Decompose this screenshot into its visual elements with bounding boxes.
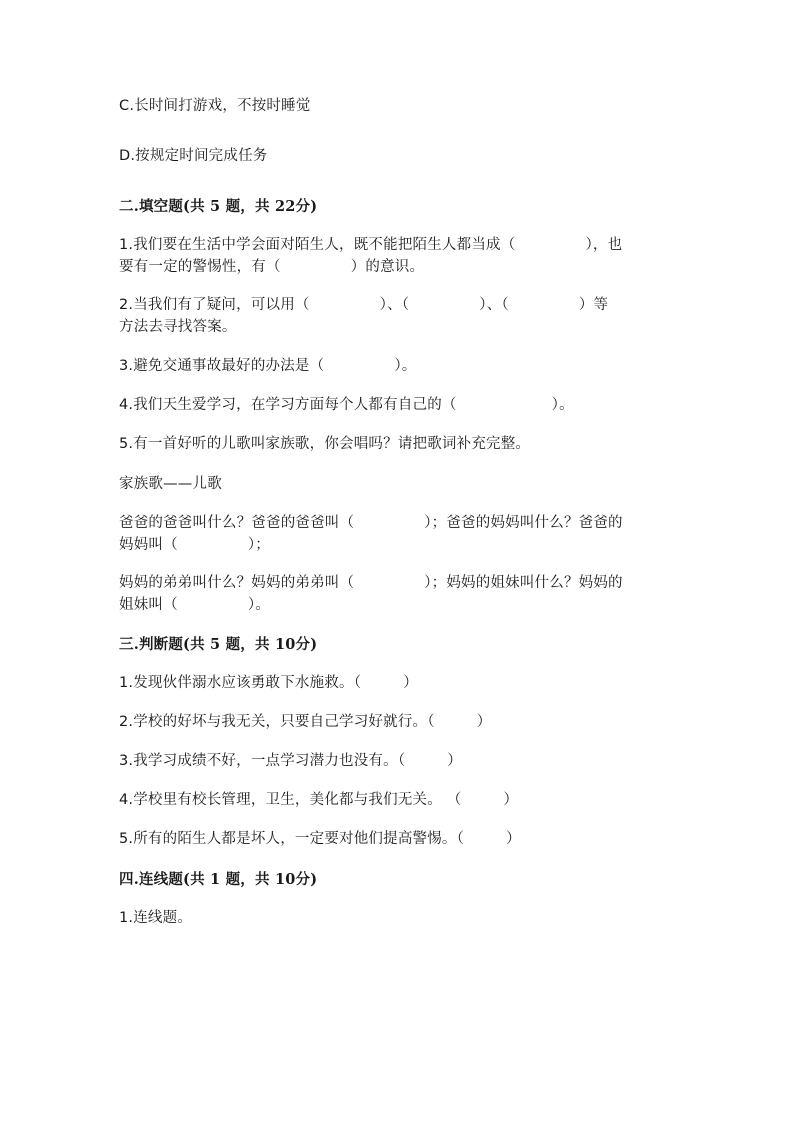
song-verse2-text-d: ）。 bbox=[247, 597, 270, 613]
judge-q4-close: ） bbox=[503, 792, 519, 808]
fill-q1-line1 bbox=[119, 235, 675, 256]
judge-q2-text: 2.学校的好坏与我无关，只要自己学习好就行。（ bbox=[119, 714, 435, 730]
option-c: C.长时间打游戏，不按时睡觉 bbox=[119, 98, 311, 114]
judge-q4 bbox=[119, 790, 675, 811]
fill-q2-line2: 方法去寻找答案。 bbox=[119, 319, 237, 335]
song-verse1-text-a: 爸爸的爸爸叫什么？爸爸的爸爸叫（ bbox=[119, 515, 355, 531]
fill-q3-text-a: 3.避免交通事故最好的办法是（ bbox=[119, 358, 325, 374]
judge-q5 bbox=[119, 829, 675, 850]
fill-q1-line2 bbox=[119, 257, 675, 278]
fill-q4 bbox=[119, 395, 675, 416]
fill-q3 bbox=[119, 356, 675, 377]
song-verse2-line2 bbox=[119, 595, 675, 616]
fill-q2-line1 bbox=[119, 295, 675, 316]
judge-q4-text: 4.学校里有校长管理，卫生，美化都与我们无关。 （ bbox=[119, 792, 462, 808]
song-verse1-line1 bbox=[119, 513, 675, 534]
fill-q5: 5.有一首好听的儿歌叫家族歌，你会唱吗？请把歌词补充完整。 bbox=[119, 436, 531, 452]
song-verse1-line2 bbox=[119, 535, 675, 556]
fill-q1-text-b: ），也 bbox=[585, 237, 623, 253]
fill-q1-text-c: 要有一定的警惕性，有（ bbox=[119, 259, 281, 275]
section2-heading: 二.填空题(共 5 题，共 22分) bbox=[119, 198, 318, 215]
song-verse2-text-c: 姐妹叫（ bbox=[119, 597, 178, 613]
song-verse2-text-a: 妈妈的弟弟叫什么？妈妈的弟弟叫（ bbox=[119, 575, 355, 591]
judge-q2-close: ） bbox=[476, 714, 492, 730]
fill-q3-text-b: ）。 bbox=[394, 358, 417, 374]
section4-heading: 四.连线题(共 1 题，共 10分) bbox=[119, 871, 318, 888]
song-verse1-text-c: 妈妈叫（ bbox=[119, 537, 178, 553]
judge-q3-text: 3.我学习成绩不好，一点学习潜力也没有。（ bbox=[119, 753, 406, 769]
fill-q2-text-b: ）、（ bbox=[379, 297, 410, 313]
fill-q4-text-b: ）。 bbox=[551, 397, 574, 413]
song-verse1-text-d: ）； bbox=[247, 537, 270, 553]
match-q1: 1.连线题。 bbox=[119, 910, 193, 926]
judge-q2 bbox=[119, 712, 675, 733]
judge-q3 bbox=[119, 751, 675, 772]
fill-q1-text-d: ）的意识。 bbox=[350, 259, 425, 275]
fill-q2-text-a: 2.当我们有了疑问，可以用（ bbox=[119, 297, 310, 313]
song-verse2-line1 bbox=[119, 573, 675, 594]
judge-q3-close: ） bbox=[447, 753, 462, 769]
judge-q1 bbox=[119, 673, 675, 694]
judge-q5-text: 5.所有的陌生人都是坏人，一定要对他们提高警惕。（ bbox=[119, 831, 465, 847]
judge-q5-close: ） bbox=[506, 831, 521, 847]
fill-q2-text-d: ）等 bbox=[578, 297, 609, 313]
fill-q1-text-a: 1.我们要在生活中学会面对陌生人，既不能把陌生人都当成（ bbox=[119, 237, 516, 253]
judge-q1-close: ） bbox=[403, 675, 418, 691]
song-verse2-text-b: ）；妈妈的姐妹叫什么？妈妈的 bbox=[424, 575, 623, 591]
song-title: 家族歌——儿歌 bbox=[119, 476, 222, 492]
option-d: D.按规定时间完成任务 bbox=[119, 148, 268, 164]
song-verse1-text-b: ）；爸爸的妈妈叫什么？爸爸的 bbox=[424, 515, 623, 531]
fill-q4-text-a: 4.我们天生爱学习，在学习方面每个人都有自己的（ bbox=[119, 397, 457, 413]
fill-q2-text-c: ）、（ bbox=[479, 297, 509, 313]
section3-heading: 三.判断题(共 5 题，共 10分) bbox=[119, 636, 318, 653]
judge-q1-text: 1.发现伙伴溺水应该勇敢下水施救。（ bbox=[119, 675, 362, 691]
